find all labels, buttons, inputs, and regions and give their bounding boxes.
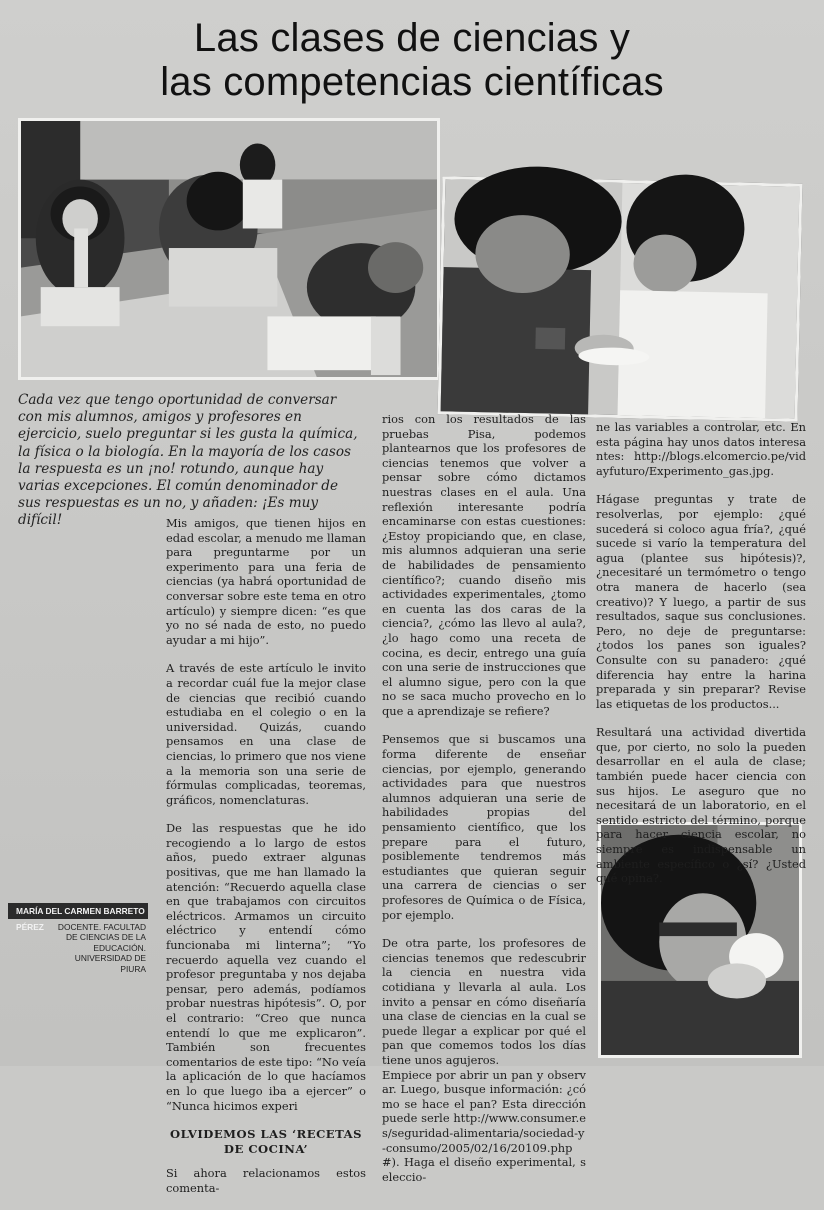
body-paragraph: Hágase preguntas y trate de resolverlas, por ejemplo: ¿qué sucederá si coloco agua fría?, ¿qué sucede si varío la temperatura del agua (plantee sus hipótesis)?, ¿necesitaré un termómetro o tengo otra manera de hacerlo (sea creativo)? Y luego, a partir de sus resultados, saque sus conclusiones. Pero, no deje de preguntarse: ¿todos los panes son iguales? Consulte con su panadero: ¿qué diferencia hay entre la harina preparada y sin preparar? Revise las etiquetas de los productos... — [596, 492, 806, 711]
two-women-image — [441, 179, 800, 418]
body-paragraph: De otra parte, los profesores de ciencias tenemos que redescubrir la ciencia en nuestra vida cotidiana y llevarla al aula. Los invito a pensar en cómo diseñaría una clase de ciencias en la cual se puede llegar a explicar por qué el pan que comemos todos los días tiene unos agujeros. — [382, 936, 586, 1067]
body-paragraph: rios con los resultados de las pruebas Pisa, podemos plantearnos que los profesores de ciencias tenemos que volver a pensar sobre cómo dictamos nuestras clases en el aula. Una reflexión interesante podría encaminarse con estas cuestiones: ¿Estoy propiciando que, en clase, mis alumnos adquieran una serie de habilidades de pensamiento científico?; cuando diseño mis actividades experimentales, ¿tomo en cuenta las dos caras de la ciencia?, ¿cómo las llevo al aula?, ¿lo hago como una receta de cocina, es decir, entrego una guía con una serie de instrucciones que el alumno sigue, pero con la que no se saca mucho provecho en lo que a aprendizaje se refiere? — [382, 412, 586, 718]
two-women-examining-sample-photo — [438, 176, 803, 421]
body-paragraph: Mis amigos, que tienen hijos en edad escolar, a menudo me llaman para preguntarme por un experimento para una feria de ciencias (ya habrá oportunidad de conversar sobre este tema en otro artículo) y siempre dicen: “es que yo no sé nada de esto, no puedo ayudar a mi hijo”. — [166, 516, 366, 647]
section-subheading: OLVIDEMOS LAS ‘RECETAS DE COCINA’ — [169, 1127, 362, 1156]
body-paragraph: De las respuestas que he ido recogiendo a lo largo de estos años, puedo extraer algunas positivas, que me han llamado la atención: “Recuerdo aquella clase en que trabajamos con circuitos eléctricos. Armamos un circuito eléctrico y entendí cómo funcionaba mi linterna”; “Yo recuerdo aquella vez cuando el profesor preguntaba y nos dejaba pensar, pero además, podíamos probar nuestras hipótesis”. O, por el contrario: “Creo que nunca entendí lo que me explicaron”. También son frecuentes comentarios de este tipo: “No veía la aplicación de lo que hacíamos en lo que luego iba a ejercer” o “Nunca hicimos experi — [166, 821, 366, 1113]
body-paragraph: ne las variables a controlar, etc. En esta página hay unos datos interesantes: http://blogs.elcomercio.pe/vidayfuturo/Experimento_gas.jpg. — [596, 420, 806, 478]
body-paragraph: Resultará una actividad divertida que, por cierto, no solo la pueden desarrollar en el aula de clase; también puede hacer ciencia con sus hijos. Le aseguro que no necesitará de un laboratorio, en el sentido estricto del término, porque para hacer ciencia escolar, no siempre es indispensable un ambiente específico o ¿sí? ¿Usted qué opina?. — [596, 725, 806, 886]
article-column-3 — [596, 420, 806, 900]
students-writing-photo — [18, 118, 440, 380]
students-writing-image — [21, 121, 437, 377]
article-column-1 — [166, 516, 366, 1210]
article-title-line-2: las competencias científicas — [160, 60, 664, 104]
lead-paragraph: Cada vez que tengo oportunidad de conversar con mis alumnos, amigos y profesores en ejercicio, suelo preguntar si les gusta la química, la física o la biología. En la mayoría de los casos la respuesta es un ¡no! rotundo, aunque hay varias excepciones. El común denominador de sus respuestas es un no, y añaden: ¡Es muy difícil! — [18, 392, 358, 529]
body-paragraph: A través de este artículo le invito a recordar cuál fue la mejor clase de ciencias que recibió cuando estudiaba en el colegio o en la universidad. Quizás, cuando pensamos en una clase de ciencias, lo primero que nos viene a la memoria son una serie de fórmulas complicadas, teoremas, gráficos, nomenclaturas. — [166, 661, 366, 807]
author-name: MARÍA DEL CARMEN BARRETO PÉREZ — [8, 903, 148, 919]
body-paragraph: Si ahora relacionamos estos comenta- — [166, 1166, 366, 1195]
article-column-2 — [382, 412, 586, 1198]
body-paragraph: Empiece por abrir un pan y observar. Luego, busque información: ¿cómo se hace el pan? Esta dirección puede serle http://www.consumer.es/seguridad-alimentaria/sociedad-y-consumo/2005/02/16/20109.php#). Haga el diseño experimental, seleccio- — [382, 1067, 586, 1184]
author-role: DOCENTE. FACULTAD DE CIENCIAS DE LA EDUCACIÓN. UNIVERSIDAD DE PIURA — [57, 922, 146, 974]
article-title-line-1: Las clases de ciencias y — [193, 16, 631, 60]
body-paragraph: Pensemos que si buscamos una forma diferente de enseñar ciencias, por ejemplo, generando actividades para que nuestros alumnos adquieran una serie de habilidades propias del pensamiento científico, que los prepare para el futuro, posiblemente tendremos más estudiantes que quieran seguir una carrera de ciencias o ser profesores de Química o de Física, por ejemplo. — [382, 732, 586, 922]
